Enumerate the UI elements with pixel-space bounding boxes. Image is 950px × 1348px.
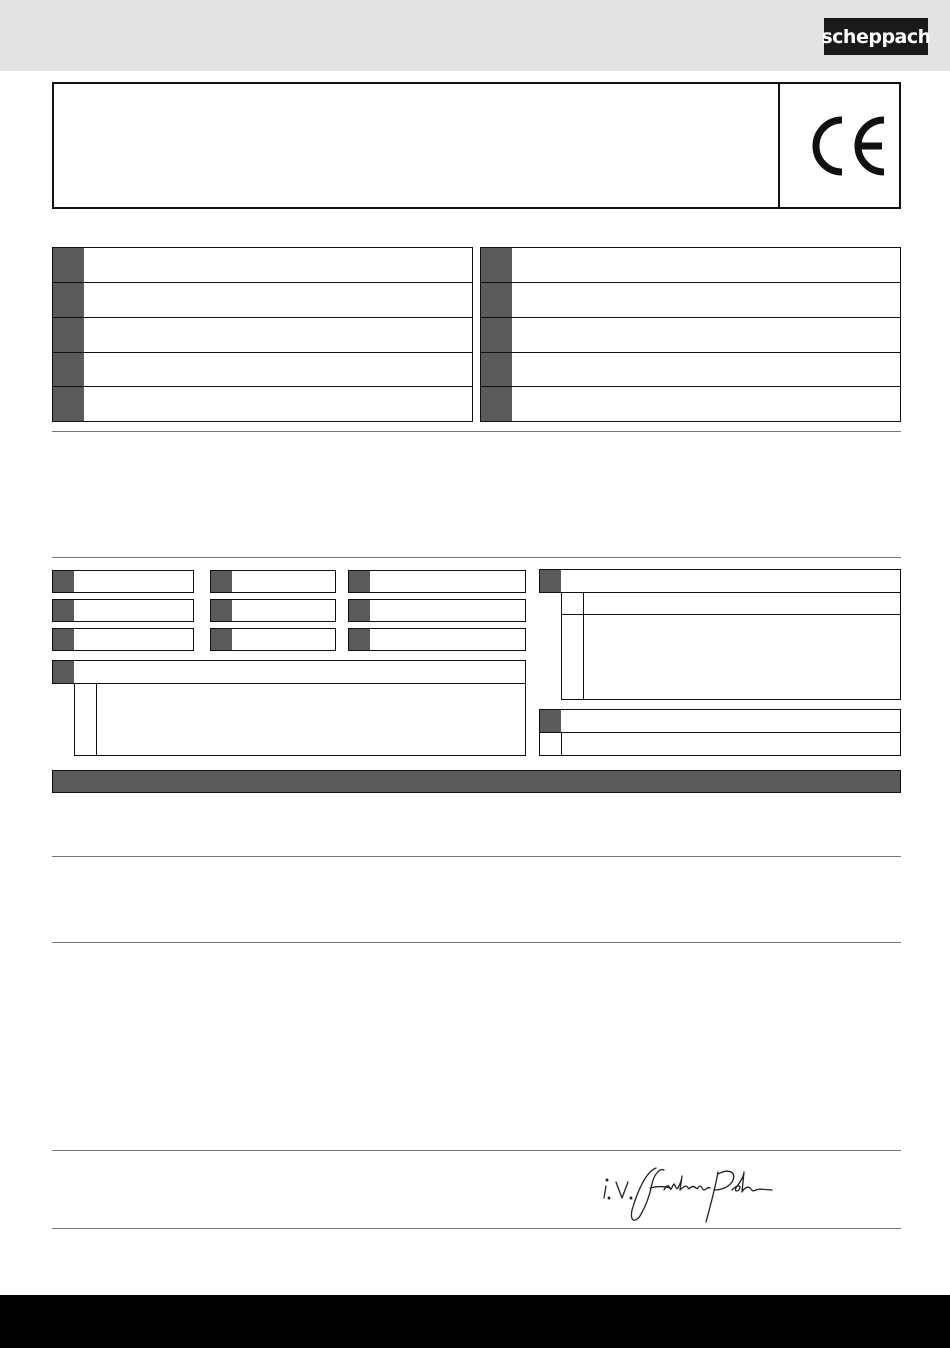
- directive-checkbox: [53, 629, 74, 650]
- ce-divider: [778, 84, 780, 207]
- sub-row-divider: [561, 733, 562, 755]
- sub-row-divider: [583, 593, 584, 614]
- footer-band: [0, 1295, 950, 1348]
- language-code-square: [481, 387, 512, 421]
- directive-detail-box: [74, 683, 526, 756]
- directive-sub-row: [539, 732, 901, 756]
- language-code-square: [481, 248, 512, 282]
- directive-cell: [348, 570, 526, 593]
- declaration-title-box: [52, 82, 901, 209]
- standards-header-band: [52, 770, 901, 793]
- directive-checkbox: [53, 571, 74, 592]
- detail-box-divider: [96, 684, 97, 755]
- section-divider: [52, 1150, 901, 1151]
- language-row: [52, 247, 473, 283]
- language-code-square: [481, 318, 512, 352]
- directive-checkbox: [349, 629, 370, 650]
- directive-cell: [539, 569, 901, 593]
- directive-checkbox: [211, 600, 232, 621]
- section-divider: [52, 856, 901, 857]
- directive-cell: [539, 709, 901, 733]
- directive-checkbox: [540, 710, 561, 732]
- language-code-square: [53, 283, 84, 317]
- language-row: [480, 282, 901, 318]
- ce-mark-icon: [804, 114, 890, 178]
- language-row: [480, 247, 901, 283]
- directive-detail-box: [561, 614, 901, 700]
- directive-checkbox: [53, 661, 74, 683]
- section-divider: [52, 1228, 901, 1229]
- language-row: [480, 386, 901, 422]
- language-code-square: [481, 353, 512, 386]
- language-row: [52, 386, 473, 422]
- language-code-square: [53, 353, 84, 386]
- section-divider: [52, 431, 901, 432]
- language-row: [52, 352, 473, 387]
- directive-cell: [348, 599, 526, 622]
- section-divider: [52, 942, 901, 943]
- directive-checkbox: [53, 600, 74, 621]
- directive-sub-row: [561, 592, 901, 615]
- brand-logo: scheppach: [824, 18, 928, 55]
- directive-checkbox: [540, 570, 561, 592]
- directive-checkbox: [211, 571, 232, 592]
- language-row: [480, 317, 901, 353]
- language-code-square: [53, 387, 84, 421]
- directive-checkbox: [349, 571, 370, 592]
- directive-checkbox: [211, 629, 232, 650]
- language-row: [52, 282, 473, 318]
- language-code-square: [481, 283, 512, 317]
- detail-box-divider: [583, 615, 584, 699]
- section-divider: [52, 557, 901, 558]
- handwritten-signature: [598, 1160, 778, 1228]
- directive-cell: [348, 628, 526, 651]
- directive-checkbox: [349, 600, 370, 621]
- language-code-square: [53, 248, 84, 282]
- directive-cell: [52, 660, 526, 684]
- language-code-square: [53, 318, 84, 352]
- language-row: [52, 317, 473, 353]
- language-row: [480, 352, 901, 387]
- header-band: [0, 0, 950, 71]
